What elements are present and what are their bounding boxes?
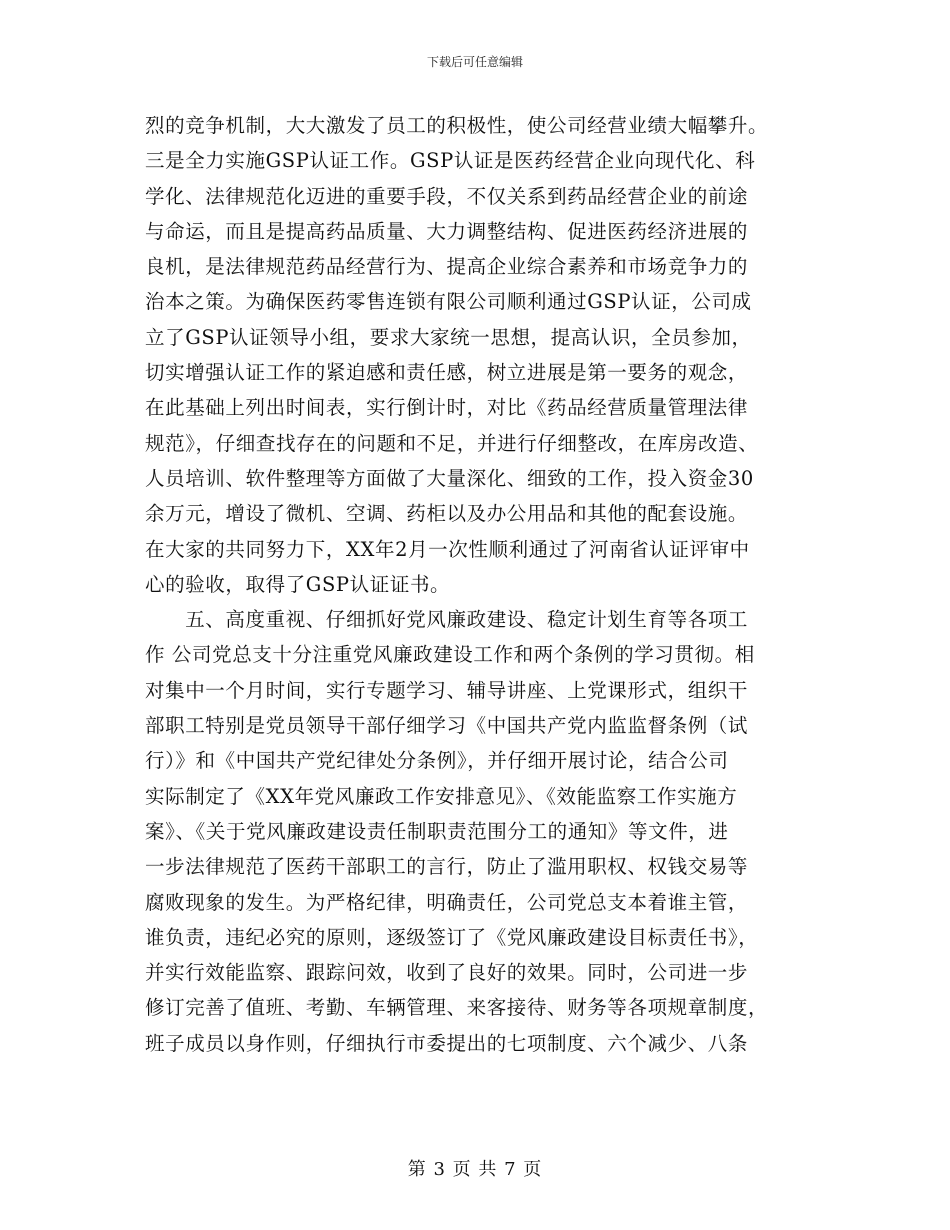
body-line: 在大家的共同努力下，XX年2月一次性顺利通过了河南省认证评审中	[145, 537, 750, 561]
body-line: 学化、法律规范化迈进的重要手段，不仅关系到药品经营企业的前途	[145, 184, 749, 208]
body-line: 规范》，仔细查找存在的问题和不足，并进行仔细整改，在库房改造、	[145, 431, 759, 455]
body-line: 五、高度重视、仔细抓好党风廉政建设、稳定计划生育等各项工	[145, 608, 749, 632]
document-body	[145, 108, 825, 1061]
page-header: 下载后可任意编辑	[426, 55, 523, 69]
body-line: 谁负责，违纪必究的原则，逐级签订了《党风廉政建设目标责任书》，	[145, 925, 759, 949]
body-line: 对集中一个月时间，实行专题学习、辅导讲座、上党课形式，组织干	[145, 678, 749, 702]
body-line: 人员培训、软件整理等方面做了大量深化、细致的工作，投入资金30	[145, 466, 754, 490]
body-line: 部职工特别是党员领导干部仔细学习《中国共产党内监监督条例（试	[145, 714, 749, 738]
body-line: 治本之策。为确保医药零售连锁有限公司顺利通过GSP认证，公司成	[145, 290, 752, 314]
body-line: 修订完善了值班、考勤、车辆管理、来客接待、财务等各项规章制度，	[145, 996, 769, 1020]
body-line: 一步法律规范了医药干部职工的言行，防止了滥用职权、权钱交易等	[145, 855, 749, 879]
body-line: 心的验收，取得了GSP认证证书。	[145, 572, 451, 596]
body-line: 行）》和《中国共产党纪律处分条例》，并仔细开展讨论，结合公司	[145, 749, 729, 773]
body-line: 烈的竞争机制，大大激发了员工的积极性，使公司经营业绩大幅攀升。	[145, 114, 769, 137]
body-line: 在此基础上列出时间表，实行倒计时，对比《药品经营质量管理法律	[145, 396, 749, 420]
body-line: 作 公司党总支十分注重党风廉政建设工作和两个条例的学习贯彻。相	[145, 643, 755, 667]
body-line: 实际制定了《XX年党风廉政工作安排意见》、《效能监察工作实施方	[145, 784, 738, 808]
page-number: 第 3 页 共 7 页	[407, 1159, 543, 1180]
body-line: 案》、《关于党风廉政建设责任制职责范围分工的通知》等文件，进	[145, 819, 729, 843]
body-line: 班子成员以身作则，仔细执行市委提出的七项制度、六个减少、八条	[145, 1031, 749, 1055]
body-line: 并实行效能监察、跟踪问效，收到了良好的效果。同时，公司进一步	[145, 961, 749, 985]
body-line: 三是全力实施GSP认证工作。GSP认证是医药经营企业向现代化、科	[145, 149, 756, 173]
body-line: 与命运，而且是提高药品质量、大力调整结构、促进医药经济进展的	[145, 219, 749, 243]
body-line: 切实增强认证工作的紧迫感和责任感，树立进展是第一要务的观念，	[145, 361, 749, 385]
body-line: 余万元，增设了微机、空调、药柜以及办公用品和其他的配套设施。	[145, 502, 749, 526]
body-line: 良机，是法律规范药品经营行为、提高企业综合素养和市场竞争力的	[145, 255, 749, 279]
body-line: 立了GSP认证领导小组，要求大家统一思想，提高认识，全员参加，	[145, 325, 752, 349]
body-line: 腐败现象的发生。为严格纪律，明确责任，公司党总支本着谁主管，	[145, 890, 749, 914]
